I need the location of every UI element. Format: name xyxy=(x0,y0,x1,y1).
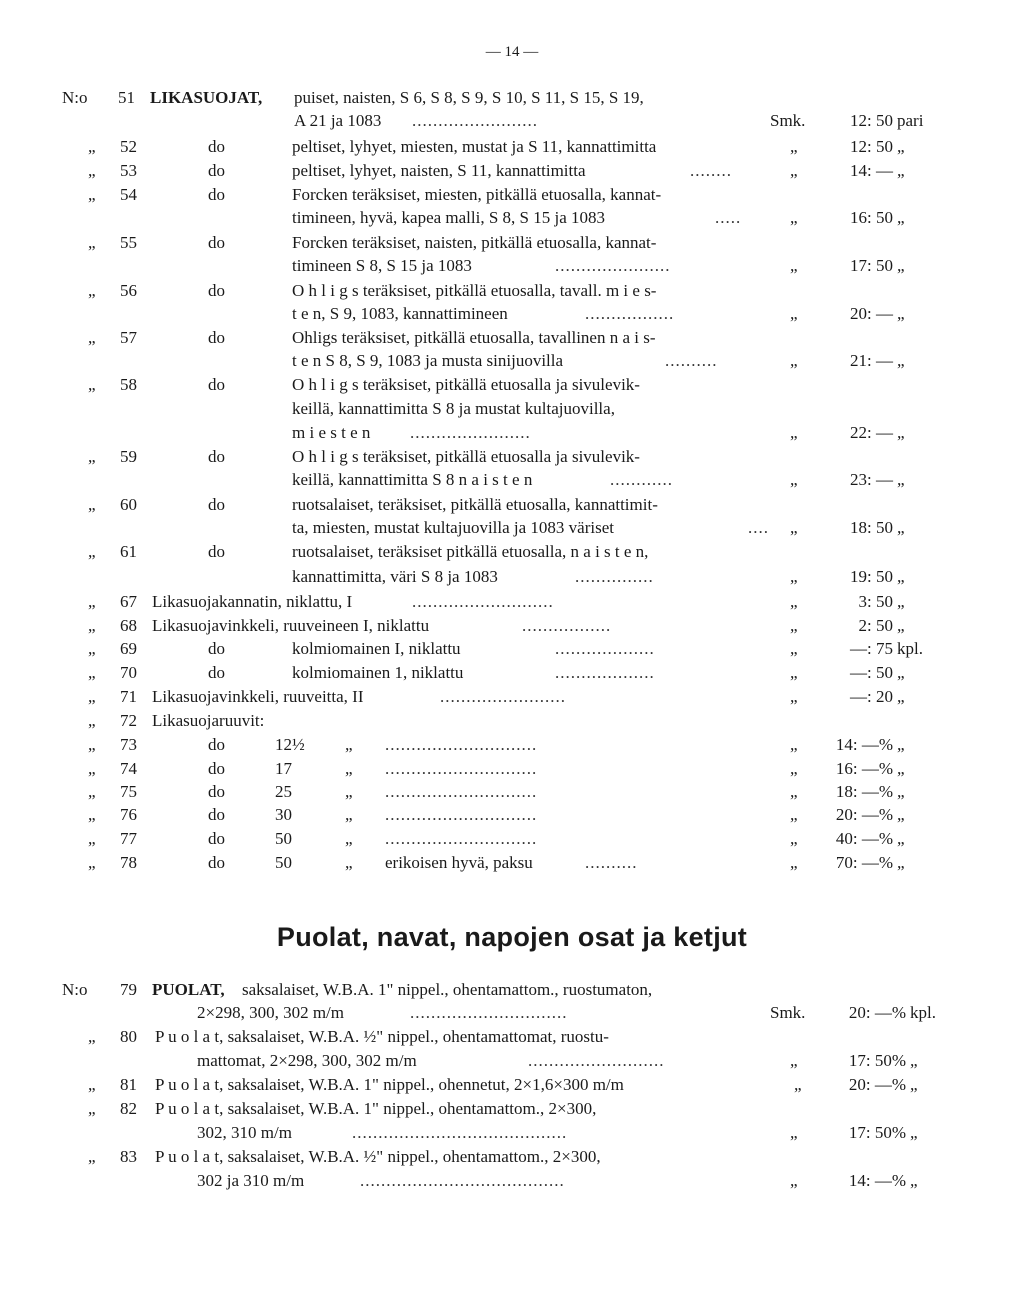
ditto-label: do xyxy=(208,137,225,156)
item-description: Ohligs teräksiset, pitkällä etuosalla, tavallinen n a i s- xyxy=(292,328,656,347)
leader-dots: ............ xyxy=(610,470,673,489)
item-price: 2: 50 xyxy=(858,616,893,635)
list-item-83 xyxy=(0,1145,1024,1169)
ditto-mark: „ xyxy=(88,829,96,848)
leader-dots: ........ xyxy=(690,161,732,180)
item-unit: „ xyxy=(897,137,905,156)
item-unit: „ xyxy=(897,687,905,706)
item-unit: „ xyxy=(897,161,905,180)
ditto-mark: „ xyxy=(790,592,798,611)
item-description: peltiset, lyhyet, naisten, S 11, kannattimitta xyxy=(292,161,586,180)
ditto-mark: „ xyxy=(88,1027,96,1046)
item-unit: „ xyxy=(897,616,905,635)
item-unit: „ xyxy=(897,208,905,227)
item-price: 3: 50 xyxy=(858,592,893,611)
item-description: kolmiomainen 1, niklattu xyxy=(292,663,464,682)
list-item-81 xyxy=(0,1073,1024,1097)
item-size: 25 xyxy=(275,782,292,801)
item-description: keillä, kannattimitta S 8 n a i s t e n xyxy=(292,470,533,489)
item-description: saksalaiset, W.B.A. 1" nippel., ohentamattom., ruostumaton, xyxy=(242,980,653,999)
item-description: ruotsalaiset, teräksiset pitkällä etuosalla, n a i s t e n, xyxy=(292,542,649,561)
item-description: kannattimitta, väri S 8 ja 1083 xyxy=(292,567,498,586)
item-number: 58 xyxy=(120,375,137,394)
item-heading: LIKASUOJAT, xyxy=(150,88,263,107)
item-price: 14: —% xyxy=(835,735,893,754)
item-price: 17: 50 xyxy=(850,256,893,275)
list-item-79-cont xyxy=(0,1001,1024,1025)
item-unit: „ xyxy=(897,567,905,586)
list-item-72 xyxy=(0,709,1024,733)
item-description: O h l i g s teräksiset, pitkällä etuosalla, tavall. m i e s- xyxy=(292,281,657,300)
item-description: Likasuojaruuvit: xyxy=(152,711,265,730)
ditto-mark: „ xyxy=(88,687,96,706)
item-price: 14: —% xyxy=(848,1171,906,1190)
list-item-55 xyxy=(0,231,1024,255)
list-item-82 xyxy=(0,1097,1024,1121)
ditto-label: do xyxy=(208,663,225,682)
list-item-83-cont xyxy=(0,1169,1024,1193)
item-unit: „ xyxy=(897,518,905,537)
ditto-mark: „ xyxy=(790,423,798,442)
item-unit: „ xyxy=(910,1051,918,1070)
ditto-mark: „ xyxy=(345,805,353,824)
item-size: 50 xyxy=(275,829,292,848)
leader-dots: ............................. xyxy=(385,759,538,778)
ditto-mark: „ xyxy=(88,711,96,730)
ditto-mark: „ xyxy=(790,518,798,537)
item-number: 55 xyxy=(120,233,137,252)
ditto-mark: „ xyxy=(88,616,96,635)
item-number: 56 xyxy=(120,281,137,300)
leader-dots: ......................................... xyxy=(352,1123,568,1142)
item-price: 16: 50 xyxy=(850,208,893,227)
item-description: Likasuojavinkkeli, ruuveineen I, niklattu xyxy=(152,616,430,635)
ditto-mark: „ xyxy=(345,829,353,848)
ditto-mark: „ xyxy=(88,1075,96,1094)
leader-dots: ............................. xyxy=(385,735,538,754)
ditto-mark: „ xyxy=(88,328,96,347)
leader-dots: ........................ xyxy=(412,111,538,130)
item-price: 16: —% xyxy=(835,759,893,778)
item-description: O h l i g s teräksiset, pitkällä etuosalla ja sivulevik- xyxy=(292,447,640,466)
item-unit: „ xyxy=(897,592,905,611)
ditto-mark: „ xyxy=(790,1123,798,1142)
item-unit: „ xyxy=(897,423,905,442)
item-heading: PUOLAT, xyxy=(152,980,225,999)
ditto-label: do xyxy=(208,328,225,347)
list-item-75 xyxy=(0,780,1024,804)
ditto-mark: „ xyxy=(790,1051,798,1070)
list-item-80 xyxy=(0,1025,1024,1049)
item-unit: kpl. xyxy=(910,1003,936,1022)
item-size: 12½ xyxy=(275,735,305,754)
list-item-54 xyxy=(0,183,1024,207)
item-unit: „ xyxy=(910,1171,918,1190)
item-description: t e n, S 9, 1083, kannattimineen xyxy=(292,304,508,323)
item-description: A 21 ja 1083 xyxy=(294,111,382,130)
item-number: 81 xyxy=(120,1075,137,1094)
item-description: ta, miesten, mustat kultajuovilla ja 1083 väriset xyxy=(292,518,614,537)
ditto-label: do xyxy=(208,805,225,824)
list-item-57-cont xyxy=(0,349,1024,373)
ditto-mark: „ xyxy=(790,639,798,658)
item-description: 2×298, 300, 302 m/m xyxy=(197,1003,345,1022)
ditto-mark: „ xyxy=(345,782,353,801)
ditto-mark: „ xyxy=(790,853,798,872)
leader-dots: ...................... xyxy=(555,256,671,275)
page-number: — 14 — xyxy=(485,44,539,60)
item-price: 40: —% xyxy=(835,829,893,848)
ditto-mark: „ xyxy=(794,1075,802,1094)
item-number: 67 xyxy=(120,592,137,611)
item-number: 80 xyxy=(120,1027,137,1046)
ditto-mark: „ xyxy=(790,735,798,754)
ditto-mark: „ xyxy=(88,663,96,682)
item-price: 17: 50% xyxy=(848,1123,906,1142)
ditto-mark: „ xyxy=(345,853,353,872)
item-unit: „ xyxy=(910,1075,918,1094)
item-description: mattomat, 2×298, 300, 302 m/m xyxy=(197,1051,417,1070)
ditto-mark: „ xyxy=(88,805,96,824)
leader-dots: .......... xyxy=(585,853,638,872)
list-item-61 xyxy=(0,540,1024,564)
item-price: —: 75 xyxy=(850,639,893,658)
item-number: 70 xyxy=(120,663,137,682)
item-description: P u o l a t, saksalaiset, W.B.A. ½" nippel., ohentamattomat, ruostu- xyxy=(155,1027,609,1046)
ditto-mark: „ xyxy=(88,281,96,300)
list-item-58-cont2 xyxy=(0,421,1024,445)
item-description: Forcken teräksiset, naisten, pitkällä etuosalla, kannat- xyxy=(292,233,657,252)
item-description: P u o l a t, saksalaiset, W.B.A. 1" nippel., ohentamattom., 2×300, xyxy=(155,1099,597,1118)
list-item-55-cont xyxy=(0,254,1024,278)
item-number: 61 xyxy=(120,542,137,561)
currency-label: Smk. xyxy=(770,1003,806,1022)
ditto-label: do xyxy=(208,782,225,801)
item-description: Likasuojavinkkeli, ruuveitta, II xyxy=(152,687,364,706)
list-item-51 xyxy=(0,86,1024,110)
item-unit: „ xyxy=(897,853,905,872)
list-item-59-cont xyxy=(0,468,1024,492)
list-item-69 xyxy=(0,637,1024,661)
ditto-label: do xyxy=(208,375,225,394)
list-item-60-cont xyxy=(0,516,1024,540)
list-item-56-cont xyxy=(0,302,1024,326)
list-item-58 xyxy=(0,373,1024,397)
item-price: —: 50 xyxy=(850,663,893,682)
item-price: —: 20 xyxy=(850,687,893,706)
leader-dots: .......................... xyxy=(528,1051,665,1070)
ditto-mark: „ xyxy=(88,1099,96,1118)
leader-dots: ....................................... xyxy=(360,1171,565,1190)
list-item-74 xyxy=(0,757,1024,781)
ditto-label: do xyxy=(208,161,225,180)
item-prefix: N:o xyxy=(62,980,88,999)
item-description: timineen S 8, S 15 ja 1083 xyxy=(292,256,472,275)
item-description: ruotsalaiset, teräksiset, pitkällä etuosalla, kannattimit- xyxy=(292,495,658,514)
leader-dots: ........................... xyxy=(412,592,554,611)
list-item-58-cont xyxy=(0,397,1024,421)
item-price: 20: —% xyxy=(848,1075,906,1094)
list-item-60 xyxy=(0,493,1024,517)
list-item-56 xyxy=(0,279,1024,303)
item-unit: „ xyxy=(897,256,905,275)
ditto-mark: „ xyxy=(88,375,96,394)
ditto-mark: „ xyxy=(345,735,353,754)
item-number: 76 xyxy=(120,805,137,824)
item-price: 19: 50 xyxy=(850,567,893,586)
ditto-mark: „ xyxy=(790,663,798,682)
leader-dots: .......... xyxy=(665,351,718,370)
item-unit: „ xyxy=(910,1123,918,1142)
item-number: 82 xyxy=(120,1099,137,1118)
item-unit: „ xyxy=(897,805,905,824)
leader-dots: ............... xyxy=(575,567,654,586)
list-item-53 xyxy=(0,159,1024,183)
list-item-73 xyxy=(0,733,1024,757)
leader-dots: ................. xyxy=(522,616,612,635)
ditto-mark: „ xyxy=(790,1171,798,1190)
leader-dots: ................. xyxy=(585,304,675,323)
leader-dots: ....................... xyxy=(410,423,531,442)
item-unit: „ xyxy=(897,735,905,754)
item-number: 77 xyxy=(120,829,137,848)
ditto-mark: „ xyxy=(88,542,96,561)
item-description: puiset, naisten, S 6, S 8, S 9, S 10, S 11, S 15, S 19, xyxy=(294,88,644,107)
list-item-76 xyxy=(0,803,1024,827)
leader-dots: ................... xyxy=(555,663,655,682)
item-description: O h l i g s teräksiset, pitkällä etuosalla ja sivulevik- xyxy=(292,375,640,394)
ditto-label: do xyxy=(208,759,225,778)
item-unit: „ xyxy=(897,782,905,801)
ditto-mark: „ xyxy=(790,470,798,489)
item-number: 72 xyxy=(120,711,137,730)
ditto-mark: „ xyxy=(88,233,96,252)
list-item-82-cont xyxy=(0,1121,1024,1145)
ditto-mark: „ xyxy=(88,137,96,156)
leader-dots: ................... xyxy=(555,639,655,658)
list-item-78 xyxy=(0,851,1024,875)
ditto-mark: „ xyxy=(790,829,798,848)
leader-dots: ..... xyxy=(715,208,742,227)
item-size: 30 xyxy=(275,805,292,824)
item-unit: „ xyxy=(897,759,905,778)
ditto-mark: „ xyxy=(790,616,798,635)
section-title: Puolat, navat, napojen osat ja ketjut xyxy=(276,922,748,952)
item-number: 69 xyxy=(120,639,137,658)
item-price: 14: — xyxy=(850,161,893,180)
item-number: 68 xyxy=(120,616,137,635)
ditto-mark: „ xyxy=(88,592,96,611)
ditto-mark: „ xyxy=(88,639,96,658)
item-number: 78 xyxy=(120,853,137,872)
item-unit: „ xyxy=(897,304,905,323)
item-description: P u o l a t, saksalaiset, W.B.A. 1" nippel., ohennetut, 2×1,6×300 m/m xyxy=(155,1075,624,1094)
item-description: peltiset, lyhyet, miesten, mustat ja S 11, kannattimitta xyxy=(292,137,657,156)
ditto-mark: „ xyxy=(345,759,353,778)
item-number: 53 xyxy=(120,161,137,180)
item-price: 22: — xyxy=(850,423,893,442)
item-description: 302 ja 310 m/m xyxy=(197,1171,305,1190)
item-description: keillä, kannattimitta S 8 ja mustat kultajuovilla, xyxy=(292,399,615,418)
item-number: 57 xyxy=(120,328,137,347)
ditto-mark: „ xyxy=(790,687,798,706)
leader-dots: .... xyxy=(748,518,769,537)
ditto-mark: „ xyxy=(790,256,798,275)
ditto-label: do xyxy=(208,829,225,848)
ditto-mark: „ xyxy=(790,351,798,370)
item-size: 50 xyxy=(275,853,292,872)
item-price: 23: — xyxy=(850,470,893,489)
item-number: 54 xyxy=(120,185,137,204)
leader-dots: ............................. xyxy=(385,829,538,848)
list-item-52 xyxy=(0,135,1024,159)
ditto-mark: „ xyxy=(790,137,798,156)
ditto-mark: „ xyxy=(790,782,798,801)
item-description: kolmiomainen I, niklattu xyxy=(292,639,461,658)
list-item-54-cont xyxy=(0,206,1024,230)
ditto-label: do xyxy=(208,853,225,872)
item-number: 52 xyxy=(120,137,137,156)
item-number: 71 xyxy=(120,687,137,706)
leader-dots: .............................. xyxy=(410,1003,568,1022)
item-number: 51 xyxy=(118,88,135,107)
item-prefix: N:o xyxy=(62,88,88,107)
list-item-68 xyxy=(0,614,1024,638)
item-description: m i e s t e n xyxy=(292,423,371,442)
item-number: 79 xyxy=(120,980,137,999)
item-price: 20: — xyxy=(850,304,893,323)
item-unit: „ xyxy=(897,470,905,489)
list-item-71 xyxy=(0,685,1024,709)
item-number: 83 xyxy=(120,1147,137,1166)
ditto-mark: „ xyxy=(790,759,798,778)
ditto-label: do xyxy=(208,281,225,300)
ditto-mark: „ xyxy=(88,495,96,514)
item-number: 73 xyxy=(120,735,137,754)
item-price: 20: —% xyxy=(835,805,893,824)
item-number: 75 xyxy=(120,782,137,801)
item-price: 17: 50% xyxy=(848,1051,906,1070)
item-price: 21: — xyxy=(850,351,893,370)
item-description: 302, 310 m/m xyxy=(197,1123,292,1142)
leader-dots: ........................ xyxy=(440,687,566,706)
ditto-mark: „ xyxy=(790,567,798,586)
item-price: 20: —% xyxy=(848,1003,906,1022)
ditto-label: do xyxy=(208,639,225,658)
item-description: timineen, hyvä, kapea malli, S 8, S 15 ja 1083 xyxy=(292,208,606,227)
ditto-mark: „ xyxy=(790,161,798,180)
ditto-label: do xyxy=(208,542,225,561)
ditto-mark: „ xyxy=(88,161,96,180)
ditto-label: do xyxy=(208,185,225,204)
item-description: Likasuojakannatin, niklattu, I xyxy=(152,592,353,611)
ditto-mark: „ xyxy=(88,782,96,801)
list-item-61-cont xyxy=(0,565,1024,589)
ditto-mark: „ xyxy=(790,208,798,227)
list-item-70 xyxy=(0,661,1024,685)
item-number: 60 xyxy=(120,495,137,514)
item-number: 74 xyxy=(120,759,137,778)
list-item-57 xyxy=(0,326,1024,350)
list-item-51-cont xyxy=(0,109,1024,133)
ditto-label: do xyxy=(208,735,225,754)
item-price: 70: —% xyxy=(835,853,893,872)
ditto-mark: „ xyxy=(88,735,96,754)
item-description: Forcken teräksiset, miesten, pitkällä etuosalla, kannat- xyxy=(292,185,662,204)
ditto-mark: „ xyxy=(790,805,798,824)
ditto-label: do xyxy=(208,495,225,514)
item-size: 17 xyxy=(275,759,292,778)
ditto-label: do xyxy=(208,447,225,466)
item-unit: „ xyxy=(897,829,905,848)
ditto-mark: „ xyxy=(88,185,96,204)
ditto-mark: „ xyxy=(88,759,96,778)
list-item-80-cont xyxy=(0,1049,1024,1073)
item-unit: „ xyxy=(897,663,905,682)
item-number: 59 xyxy=(120,447,137,466)
item-price: 12: 50 xyxy=(850,137,893,156)
list-item-59 xyxy=(0,445,1024,469)
list-item-79 xyxy=(0,978,1024,1002)
item-description: erikoisen hyvä, paksu xyxy=(385,853,533,872)
list-item-67 xyxy=(0,590,1024,614)
ditto-mark: „ xyxy=(88,853,96,872)
item-description: P u o l a t, saksalaiset, W.B.A. ½" nippel., ohentamattom., 2×300, xyxy=(155,1147,601,1166)
item-unit: „ xyxy=(897,351,905,370)
leader-dots: ............................. xyxy=(385,805,538,824)
item-price: 12: 50 xyxy=(850,111,893,130)
ditto-mark: „ xyxy=(88,447,96,466)
leader-dots: ............................. xyxy=(385,782,538,801)
item-unit: pari xyxy=(897,111,924,130)
item-description: t e n S 8, S 9, 1083 ja musta sinijuovilla xyxy=(292,351,564,370)
currency-label: Smk. xyxy=(770,111,806,130)
item-price: 18: —% xyxy=(835,782,893,801)
ditto-label: do xyxy=(208,233,225,252)
list-item-77 xyxy=(0,827,1024,851)
ditto-mark: „ xyxy=(88,1147,96,1166)
item-unit: kpl. xyxy=(897,639,923,658)
item-price: 18: 50 xyxy=(850,518,893,537)
ditto-mark: „ xyxy=(790,304,798,323)
